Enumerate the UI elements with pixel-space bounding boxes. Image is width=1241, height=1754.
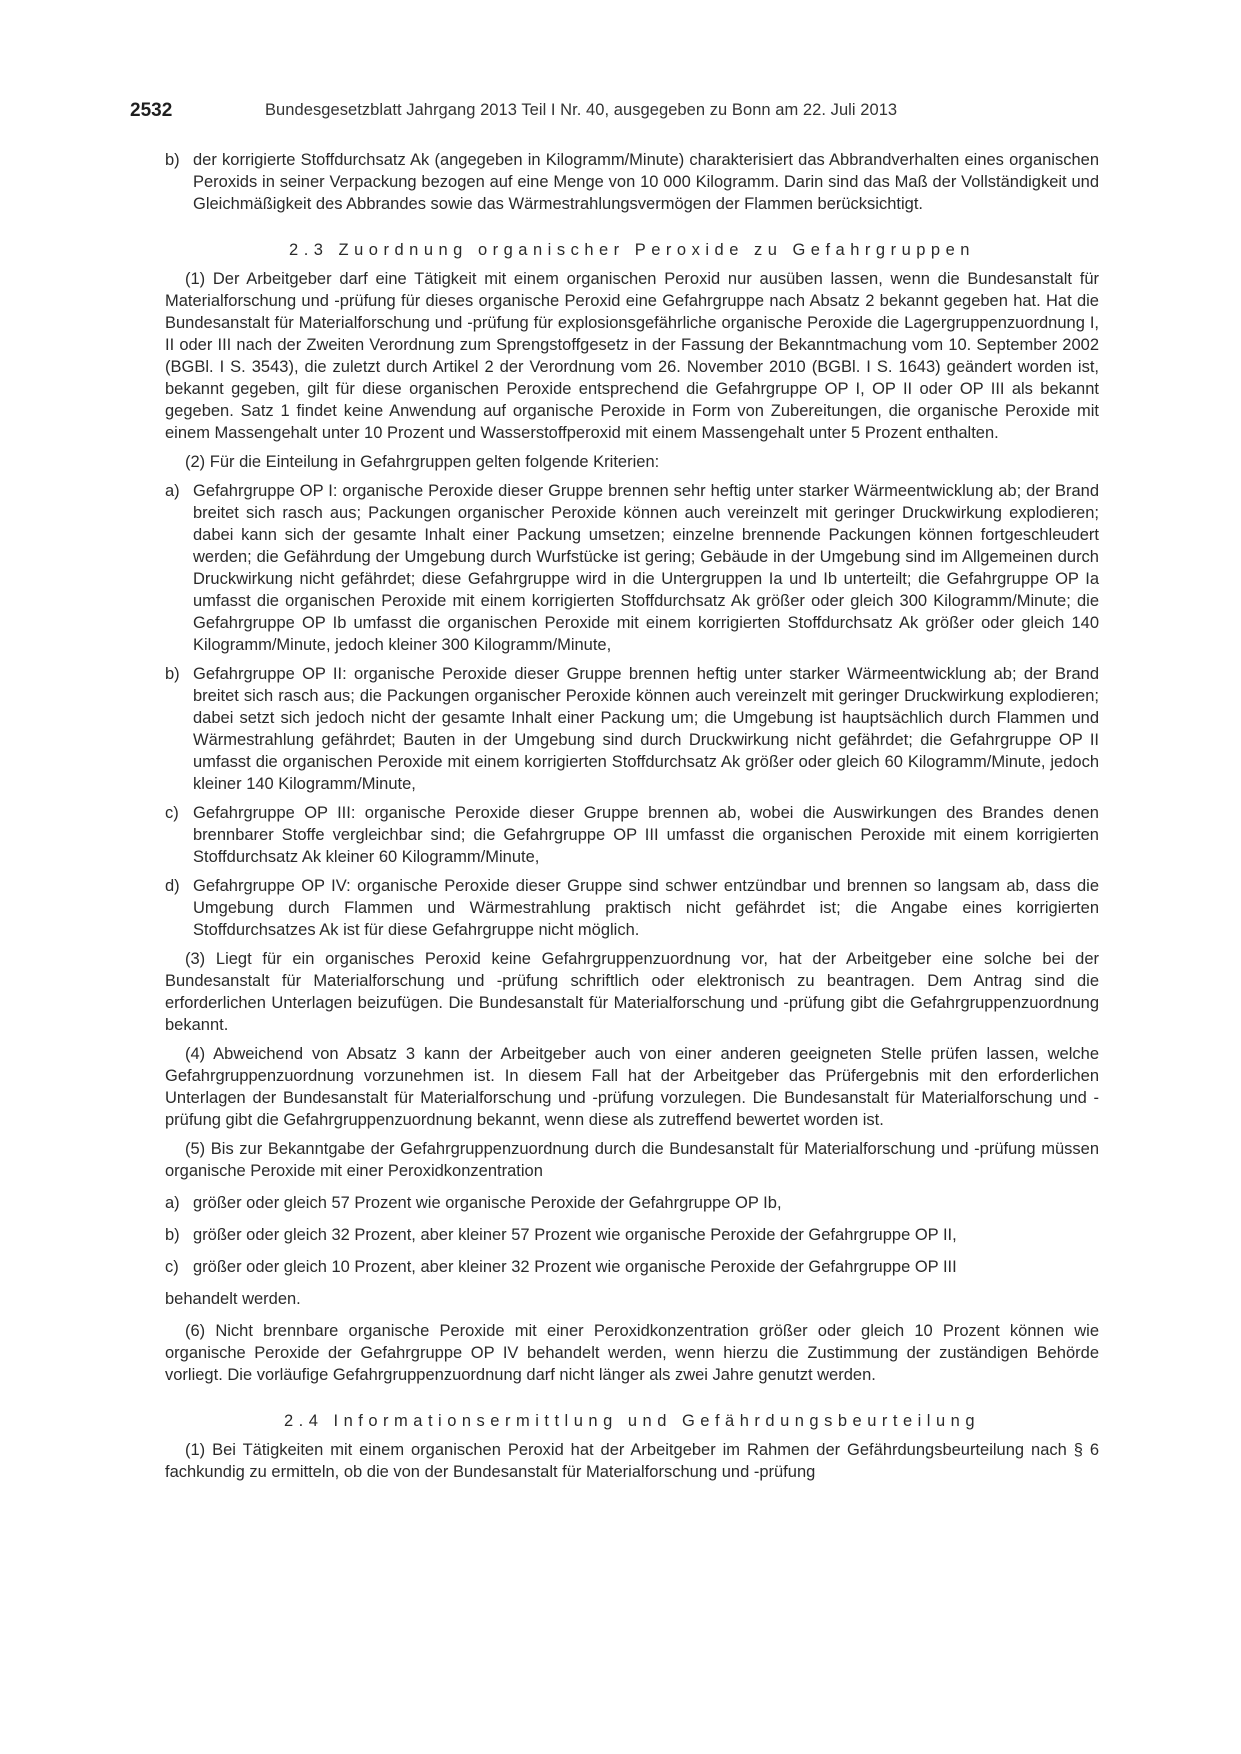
list-text: der korrigierte Stoffdurchsatz Ak (angegeben in Kilogramm/Minute) charakterisiert das Abbrandverhalten eines organischen Peroxids in seiner Verpackung bezogen auf eine Menge von 10 000 Kilogramm. Darin sind das Maß der Vollständigkeit und Gleichmäßigkeit des Abbrandes sowie das Wärmestrahlungsvermögen der Flammen berücksichtigt. (193, 151, 1099, 213)
list-item (165, 875, 1099, 941)
list-text: Gefahrgruppe OP IV: organische Peroxide dieser Gruppe sind schwer entzündbar und brennen so langsam ab, dass die Umgebung durch Flammen und Wärmestrahlung praktisch nicht gefährdet ist; die Angabe eines korrigierten Stoffdurchsatzes Ak ist für diese Gefahrgruppe nicht möglich. (193, 877, 1099, 939)
paragraph: (3) Liegt für ein organisches Peroxid keine Gefahrgruppenzuordnung vor, hat der Arbeitgeber eine solche bei der Bundesanstalt für Materialforschung und -prüfung schriftlich oder elektronisch zu beantragen. Dem Antrag sind die erforderlichen Unterlagen beizufügen. Die Bundesanstalt für Materialforschung und -prüfung gibt die Gefahrgruppenzuordnung bekannt. (165, 950, 1099, 1034)
running-head: Bundesgesetzblatt Jahrgang 2013 Teil I Nr. 40, ausgegeben zu Bonn am 22. Juli 2013 (265, 101, 898, 119)
paragraph: (6) Nicht brennbare organische Peroxide mit einer Peroxidkonzentration größer oder gleich 10 Prozent können wie organische Peroxide der Gefahrgruppe OP IV behandelt werden, wenn hierzu die Zustimmung der zuständigen Behörde vorliegt. Die vorläufige Gefahrgruppenzuordnung darf nicht länger als zwei Jahre genutzt werden. (165, 1322, 1099, 1384)
list-item (165, 663, 1099, 795)
list-text: größer oder gleich 32 Prozent, aber kleiner 57 Prozent wie organische Peroxide der Gefahrgruppe OP II, (193, 1226, 957, 1244)
list-label: c) (165, 1258, 179, 1276)
list-text: Gefahrgruppe OP III: organische Peroxide dieser Gruppe brennen ab, wobei die Auswirkungen des Brandes denen brennbarer Stoffe vergleichbar sind; die Gefahrgruppe OP III umfasst die organischen Peroxide mit einem korrigierten Stoffdurchsatz Ak kleiner 60 Kilogramm/Minute, (193, 804, 1099, 866)
list-label: a) (165, 482, 180, 500)
paragraph: (4) Abweichend von Absatz 3 kann der Arbeitgeber auch von einer anderen geeigneten Stelle prüfen lassen, welche Gefahrgruppenzuordnung vorzunehmen ist. In diesem Fall hat der Arbeitgeber das Prüfergebnis mit den erforderlichen Unterlagen der Bundesanstalt für Materialforschung und -prüfung vorzulegen. Die Bundesanstalt für Materialforschung und -prüfung gibt die Gefahrgruppenzuordnung bekannt, wenn diese als zutreffend bewertet worden ist. (165, 1045, 1099, 1129)
list-item (165, 1224, 1099, 1246)
list-item (165, 480, 1099, 656)
list-label: b) (165, 151, 180, 169)
list-text: Gefahrgruppe OP I: organische Peroxide dieser Gruppe brennen sehr heftig unter starker Wärmeentwicklung ab; der Brand breitet sich rasch aus; Packungen organischer Peroxide können auch vereinzelt mit geringer Druckwirkung explodieren; dabei kann sich der gesamte Inhalt einer Packung umsetzen; einzelne brennende Packungen können fortgeschleudert werden; die Gefährdung der Umgebung durch Wurfstücke ist gering; Gebäude in der Umgebung sind im Allgemeinen durch Druckwirkung nicht gefährdet; diese Gefahrgruppe wird in die Untergruppen Ia und Ib unterteilt; die Gefahrgruppe OP Ia umfasst die organischen Peroxide mit einem korrigierten Stoffdurchsatz Ak größer oder gleich 300 Kilogramm/Minute; die Gefahrgruppe OP Ib umfasst die organischen Peroxide mit einem korrigierten Stoffdurchsatz Ak größer oder gleich 140 Kilogramm/Minute, jedoch kleiner 300 Kilogramm/Minute, (193, 482, 1099, 654)
section-heading: 2.4 Informationsermittlung und Gefährdungsbeurteilung (284, 1412, 980, 1430)
list-label: b) (165, 1226, 180, 1244)
list-item (165, 1256, 1099, 1278)
paragraph-continuation: behandelt werden. (165, 1290, 301, 1308)
list-text: größer oder gleich 57 Prozent wie organische Peroxide der Gefahrgruppe OP Ib, (193, 1194, 782, 1212)
list-text: größer oder gleich 10 Prozent, aber kleiner 32 Prozent wie organische Peroxide der Gefahrgruppe OP III (193, 1258, 957, 1276)
paragraph: (2) Für die Einteilung in Gefahrgruppen gelten folgende Kriterien: (185, 453, 660, 471)
list-label: c) (165, 804, 179, 822)
list-label: b) (165, 665, 180, 683)
document-body (165, 149, 1099, 1483)
paragraph: (1) Der Arbeitgeber darf eine Tätigkeit mit einem organischen Peroxid nur ausüben lassen, wenn die Bundesanstalt für Materialforschung und -prüfung für dieses organische Peroxid eine Gefahrgruppe nach Absatz 2 bekannt gegeben hat. Hat die Bundesanstalt für Materialforschung und -prüfung für explosionsgefährliche organische Peroxide die Lagergruppenzuordnung I, II oder III nach der Zweiten Verordnung zum Sprengstoffgesetz in der Fassung der Bekanntmachung vom 10. September 2002 (BGBl. I S. 3543), die zuletzt durch Artikel 2 der Verordnung vom 26. November 2010 (BGBl. I S. 1643) geändert worden ist, bekannt gegeben, gilt für diese organischen Peroxide entsprechend die Gefahrgruppe OP I, OP II oder OP III als bekannt gegeben. Satz 1 findet keine Anwendung auf organische Peroxide in Form von Zubereitungen, die organische Peroxide mit einem Massengehalt unter 10 Prozent und Wasserstoffperoxid mit einem Massengehalt unter 5 Prozent enthalten. (165, 270, 1099, 442)
list-item (165, 802, 1099, 868)
list-item (165, 149, 1099, 215)
section-heading: 2.3 Zuordnung organischer Peroxide zu Gefahrgruppen (289, 241, 975, 259)
paragraph: (5) Bis zur Bekanntgabe der Gefahrgruppenzuordnung durch die Bundesanstalt für Materialforschung und -prüfung müssen organische Peroxide mit einer Peroxidkonzentration (165, 1140, 1099, 1180)
list-text: Gefahrgruppe OP II: organische Peroxide dieser Gruppe brennen heftig unter starker Wärmeentwicklung ab; der Brand breitet sich rasch aus; die Packungen organischer Peroxide können auch vereinzelt mit geringer Druckwirkung explodieren; dabei setzt sich jedoch nicht der gesamte Inhalt einer Packung um; die Umgebung ist hauptsächlich durch Flammen und Wärmestrahlung gefährdet; Bauten in der Umgebung sind durch Druckwirkung nicht gefährdet; die Gefahrgruppe OP II umfasst die organischen Peroxide mit einem korrigierten Stoffdurchsatz Ak größer oder gleich 60 Kilogramm/Minute, jedoch kleiner 140 Kilogramm/Minute, (193, 665, 1099, 793)
page-header (130, 100, 1113, 124)
page-number: 2532 (130, 100, 173, 121)
list-label: d) (165, 877, 180, 895)
list-label: a) (165, 1194, 180, 1212)
paragraph: (1) Bei Tätigkeiten mit einem organischen Peroxid hat der Arbeitgeber im Rahmen der Gefährdungsbeurteilung nach § 6 fachkundig zu ermitteln, ob die von der Bundesanstalt für Materialforschung und -prüfung (165, 1441, 1099, 1481)
list-item (165, 1192, 1099, 1214)
